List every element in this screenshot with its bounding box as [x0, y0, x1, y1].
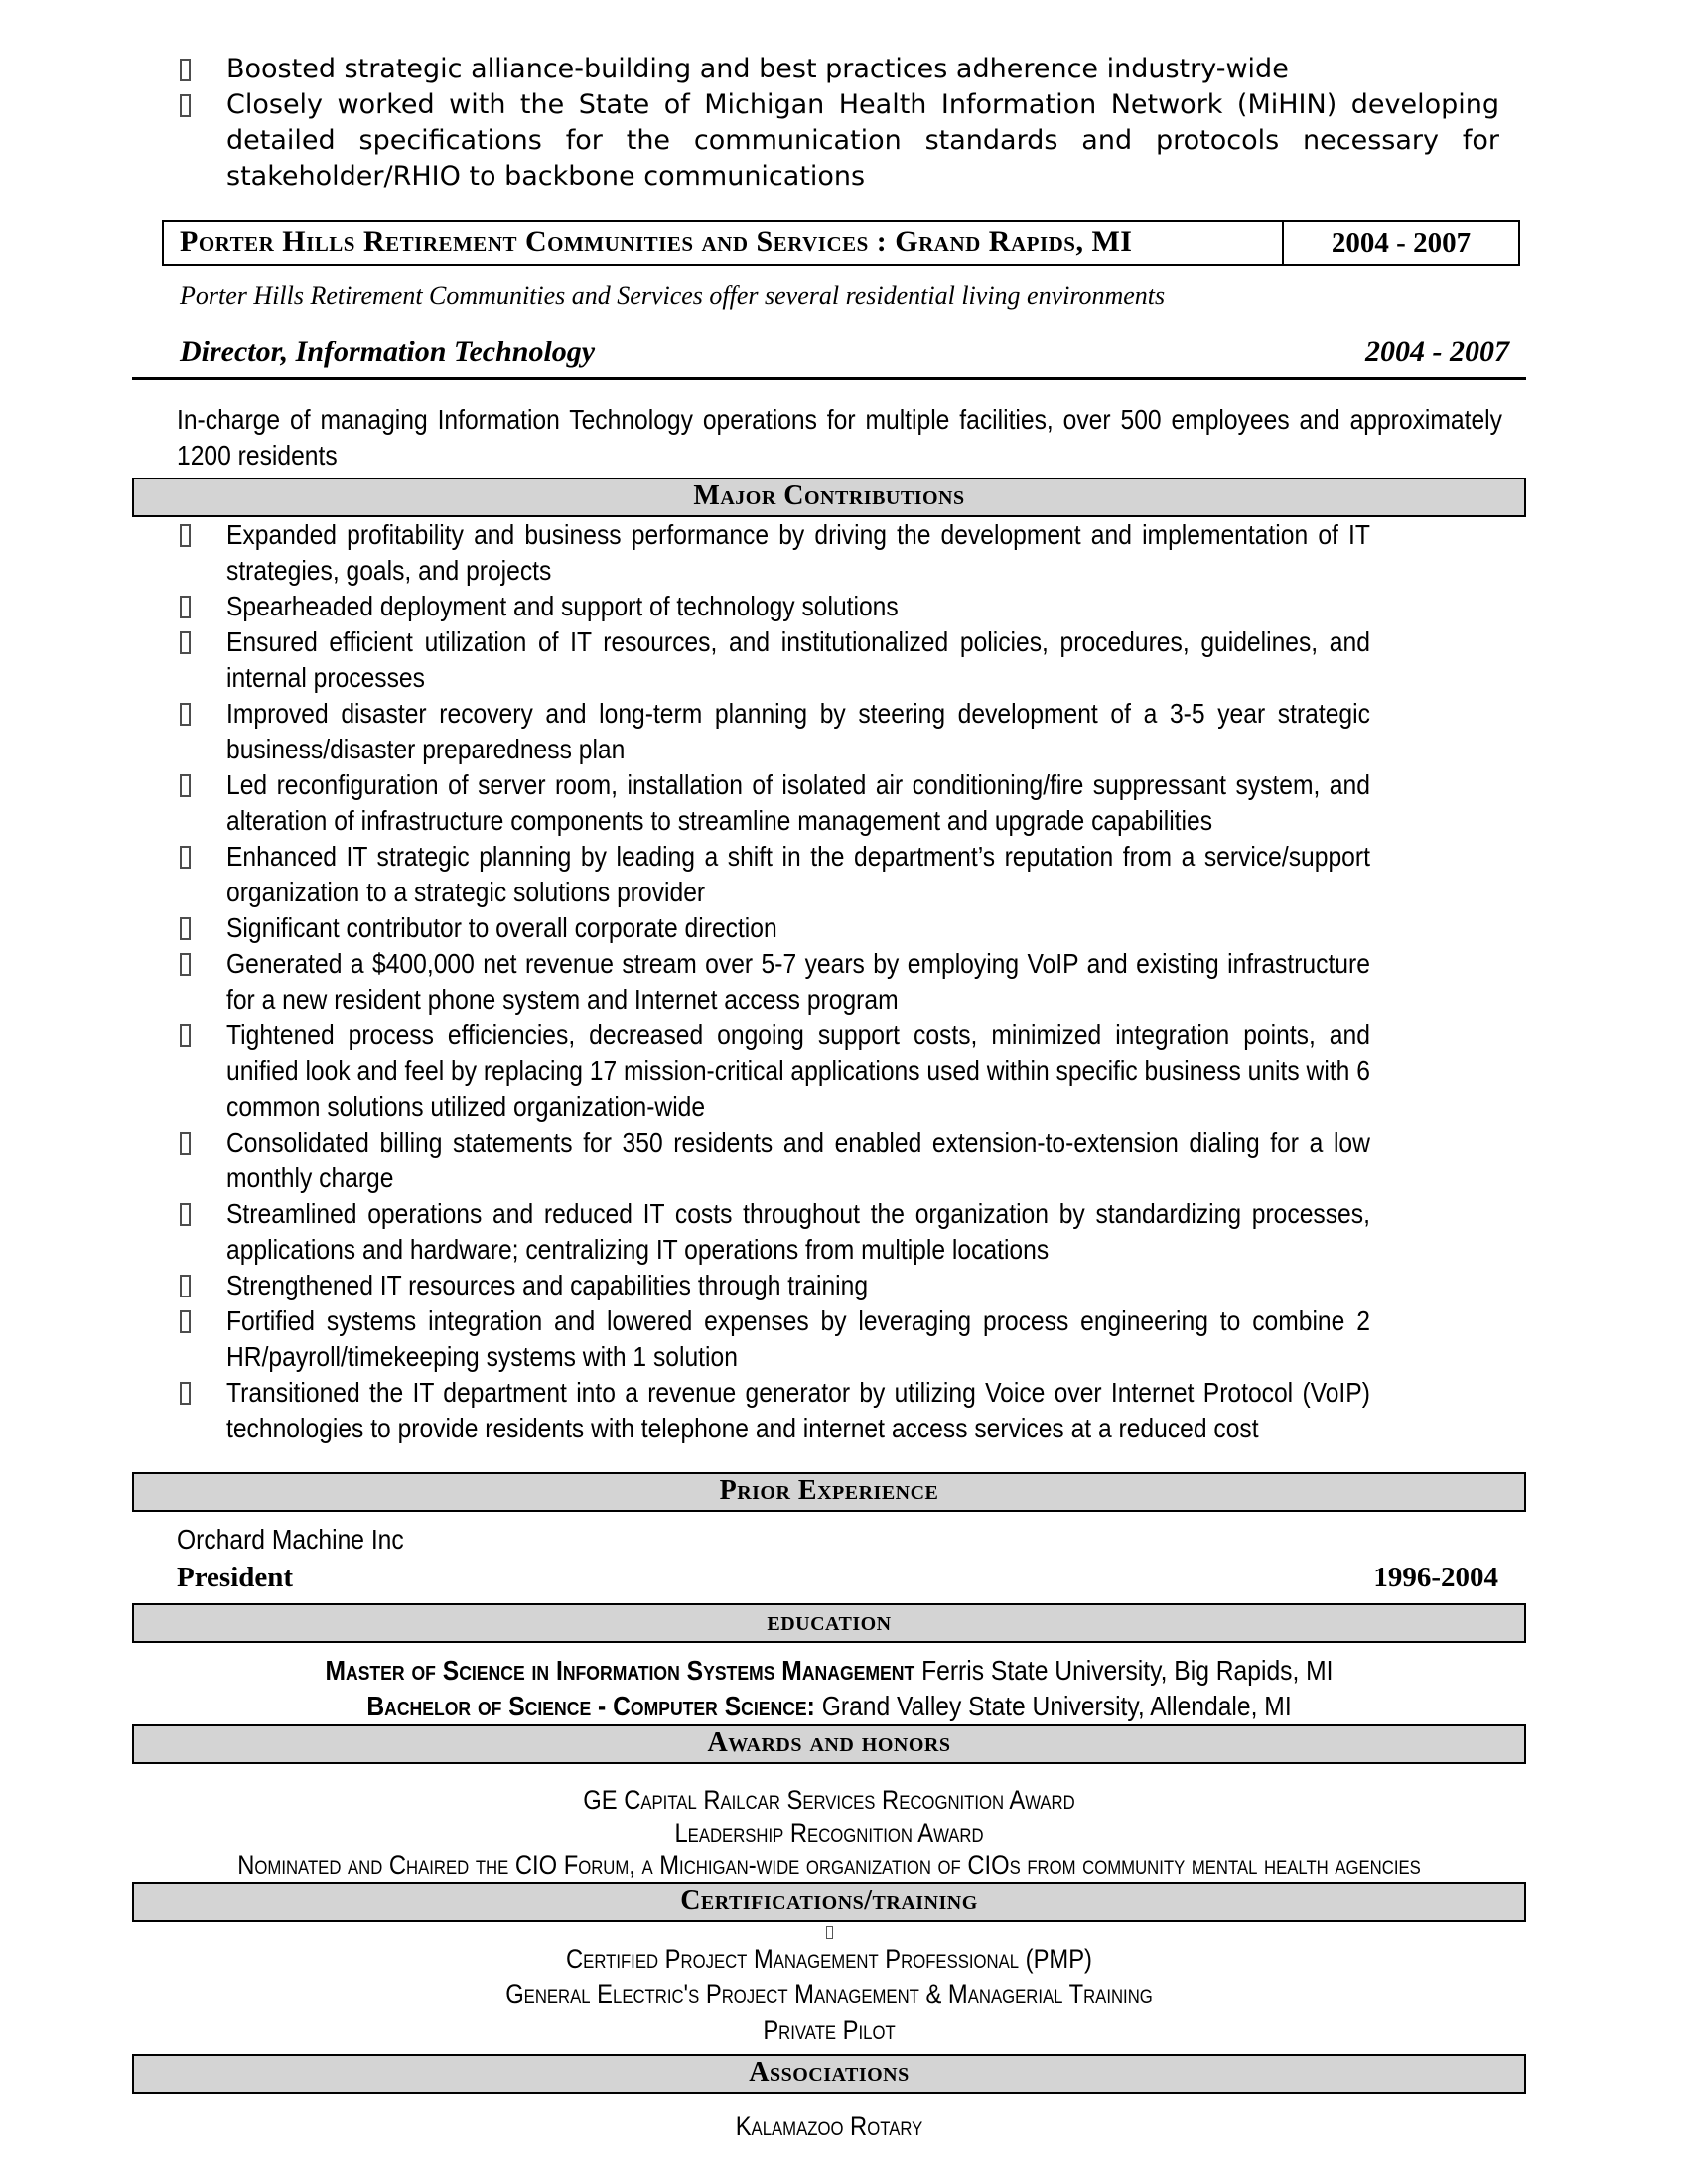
- prior-role-title: President: [177, 1562, 294, 1593]
- awards-list: [161, 1784, 1497, 1882]
- prior-role-row: [132, 1560, 1526, 1595]
- bullet-text: Enhanced IT strategic planning by leading a shift in the department’s reputation from a service/support organization to a strategic solutions provider: [226, 841, 1370, 907]
- prior-role-dates: 1996-2004: [1373, 1562, 1498, 1593]
- bullet-box-icon: [180, 94, 191, 117]
- bullet-text: Consolidated billing statements for 350 residents and enabled extension-to-extension dialing for a low monthly charge: [226, 1127, 1370, 1193]
- list-item: [132, 517, 1526, 589]
- section-bar-awards: Awards and honors: [132, 1724, 1526, 1764]
- bullet-box-icon: [180, 631, 191, 654]
- degree-school: Grand Valley State University, Allendale, MI: [814, 1691, 1292, 1721]
- bullet-box-icon: [180, 703, 191, 726]
- list-item: [132, 1375, 1526, 1446]
- bullet-text: Closely worked with the State of Michigan Health Information Network (MiHIN) developing detailed specifications for the communication standards and protocols necessary for stakeholder/RHIO to backbone communications: [226, 89, 1499, 192]
- certifications-list: [161, 1941, 1497, 2048]
- section-bar-certifications: Certifications/training: [132, 1882, 1526, 1922]
- list-item: [132, 1268, 1526, 1303]
- bullet-box-icon: [180, 1382, 191, 1405]
- bullet-text: Spearheaded deployment and support of technology solutions: [226, 591, 899, 621]
- list-item: [132, 624, 1526, 696]
- section-bar-major-contributions: Major Contributions: [132, 478, 1526, 517]
- award-item: Leadership Recognition Award: [674, 1818, 984, 1847]
- degree-name: Master of Science in Information Systems Management: [325, 1655, 915, 1686]
- bullet-text: Expanded profitability and business performance by driving the development and implementation of IT strategies, goals, and projects: [226, 519, 1370, 586]
- bullet-box-icon: [180, 596, 191, 618]
- list-item: [132, 589, 1526, 624]
- stray-glyph-box-icon: [826, 1926, 833, 1939]
- bullet-text: Led reconfiguration of server room, installation of isolated air conditioning/fire suppressant system, and alteration of infrastructure components to streamline management and upgrade capabilities: [226, 769, 1370, 836]
- education-degree-line: [161, 1689, 1497, 1724]
- list-item: [132, 1303, 1526, 1375]
- bullet-box-icon: [180, 1132, 191, 1155]
- bullet-box-icon: [180, 953, 191, 976]
- bullet-box-icon: [180, 774, 191, 797]
- list-item: [132, 839, 1526, 910]
- employer-name: Porter Hills Retirement Communities and Services : Grand Rapids, MI: [180, 225, 1133, 258]
- associations-list: [161, 2110, 1497, 2143]
- bullet-text: Fortified systems integration and lowered expenses by leveraging process engineering to combine 2 HR/payroll/timekeeping systems with 1 solution: [226, 1305, 1370, 1372]
- role-dates: 2004 - 2007: [1365, 336, 1509, 368]
- award-item: Nominated and Chaired the CIO Forum, a Michigan-wide organization of CIOs from community mental health agencies: [237, 1850, 1421, 1880]
- prior-company: Orchard Machine Inc: [177, 1524, 404, 1555]
- bullet-text: Generated a $400,000 net revenue stream over 5-7 years by employing VoIP and existing infrastructure for a new resident phone system and Internet access program: [226, 948, 1370, 1015]
- bullet-box-icon: [180, 1310, 191, 1333]
- major-contributions-list: [132, 517, 1526, 1446]
- bullet-box-icon: [180, 917, 191, 940]
- list-item: [132, 946, 1526, 1018]
- bullet-box-icon: [180, 524, 191, 547]
- bullet-text: Boosted strategic alliance-building and best practices adherence industry-wide: [226, 54, 1289, 84]
- bullet-text: Ensured efficient utilization of IT resources, and institutionalized policies, procedures, guidelines, and internal processes: [226, 626, 1370, 693]
- list-item: [132, 52, 1526, 87]
- education-degree-line: [161, 1653, 1497, 1689]
- role-title: Director, Information Technology: [180, 336, 596, 368]
- bullet-text: Improved disaster recovery and long-term planning by steering development of a 3-5 year strategic business/disaster preparedness plan: [226, 698, 1370, 764]
- list-item: [132, 1018, 1526, 1125]
- role-summary: In-charge of managing Information Technology operations for multiple facilities, over 500 employees and approximately 1200 residents: [177, 404, 1502, 471]
- list-item: [132, 1196, 1526, 1268]
- section-bar-prior-experience: Prior Experience: [132, 1472, 1526, 1512]
- education-block: [161, 1653, 1497, 1724]
- degree-name: Bachelor of Science - Computer Science:: [366, 1691, 815, 1721]
- role-row: [132, 336, 1526, 380]
- section-bar-associations: Associations: [132, 2054, 1526, 2094]
- employer-tagline: Porter Hills Retirement Communities and Services offer several residential living environments: [180, 281, 1166, 310]
- bullet-text: Significant contributor to overall corporate direction: [226, 912, 777, 943]
- bullet-text: Tightened process efficiencies, decreased ongoing support costs, minimized integration points, and unified look and feel by replacing 17 mission-critical applications used within specific business units with 6 common solutions utilized organization-wide: [226, 1020, 1370, 1122]
- bullet-text: Streamlined operations and reduced IT costs throughout the organization by standardizing processes, applications and hardware; centralizing IT operations from multiple locations: [226, 1198, 1370, 1265]
- bullet-box-icon: [180, 59, 191, 81]
- certification-item: General Electric's Project Management & Managerial Training: [505, 1979, 1153, 2009]
- list-item: [132, 87, 1526, 195]
- certification-item: Certified Project Management Professional (PMP): [566, 1944, 1092, 1974]
- bullet-box-icon: [180, 1275, 191, 1297]
- employer-dates: 2004 - 2007: [1282, 222, 1518, 264]
- list-item: [132, 767, 1526, 839]
- employer-header-table: [162, 220, 1520, 266]
- degree-school: Ferris State University, Big Rapids, MI: [914, 1655, 1334, 1686]
- list-item: [132, 696, 1526, 767]
- certification-item: Private Pilot: [763, 2015, 896, 2045]
- bullet-text: Strengthened IT resources and capabilities through training: [226, 1270, 869, 1300]
- bullet-box-icon: [180, 846, 191, 869]
- section-bar-education: education: [132, 1603, 1526, 1643]
- intro-bullet-list: [132, 52, 1526, 195]
- resume-body: [132, 0, 1526, 2143]
- bullet-text: Transitioned the IT department into a revenue generator by utilizing Voice over Internet Protocol (VoIP) technologies to provide residents with telephone and internet access services at a reduced cost: [226, 1377, 1370, 1443]
- list-item: [132, 1125, 1526, 1196]
- bullet-box-icon: [180, 1203, 191, 1226]
- association-item: Kalamazoo Rotary: [735, 2112, 923, 2141]
- bullet-box-icon: [180, 1024, 191, 1047]
- list-item: [132, 910, 1526, 946]
- award-item: GE Capital Railcar Services Recognition Award: [583, 1785, 1075, 1815]
